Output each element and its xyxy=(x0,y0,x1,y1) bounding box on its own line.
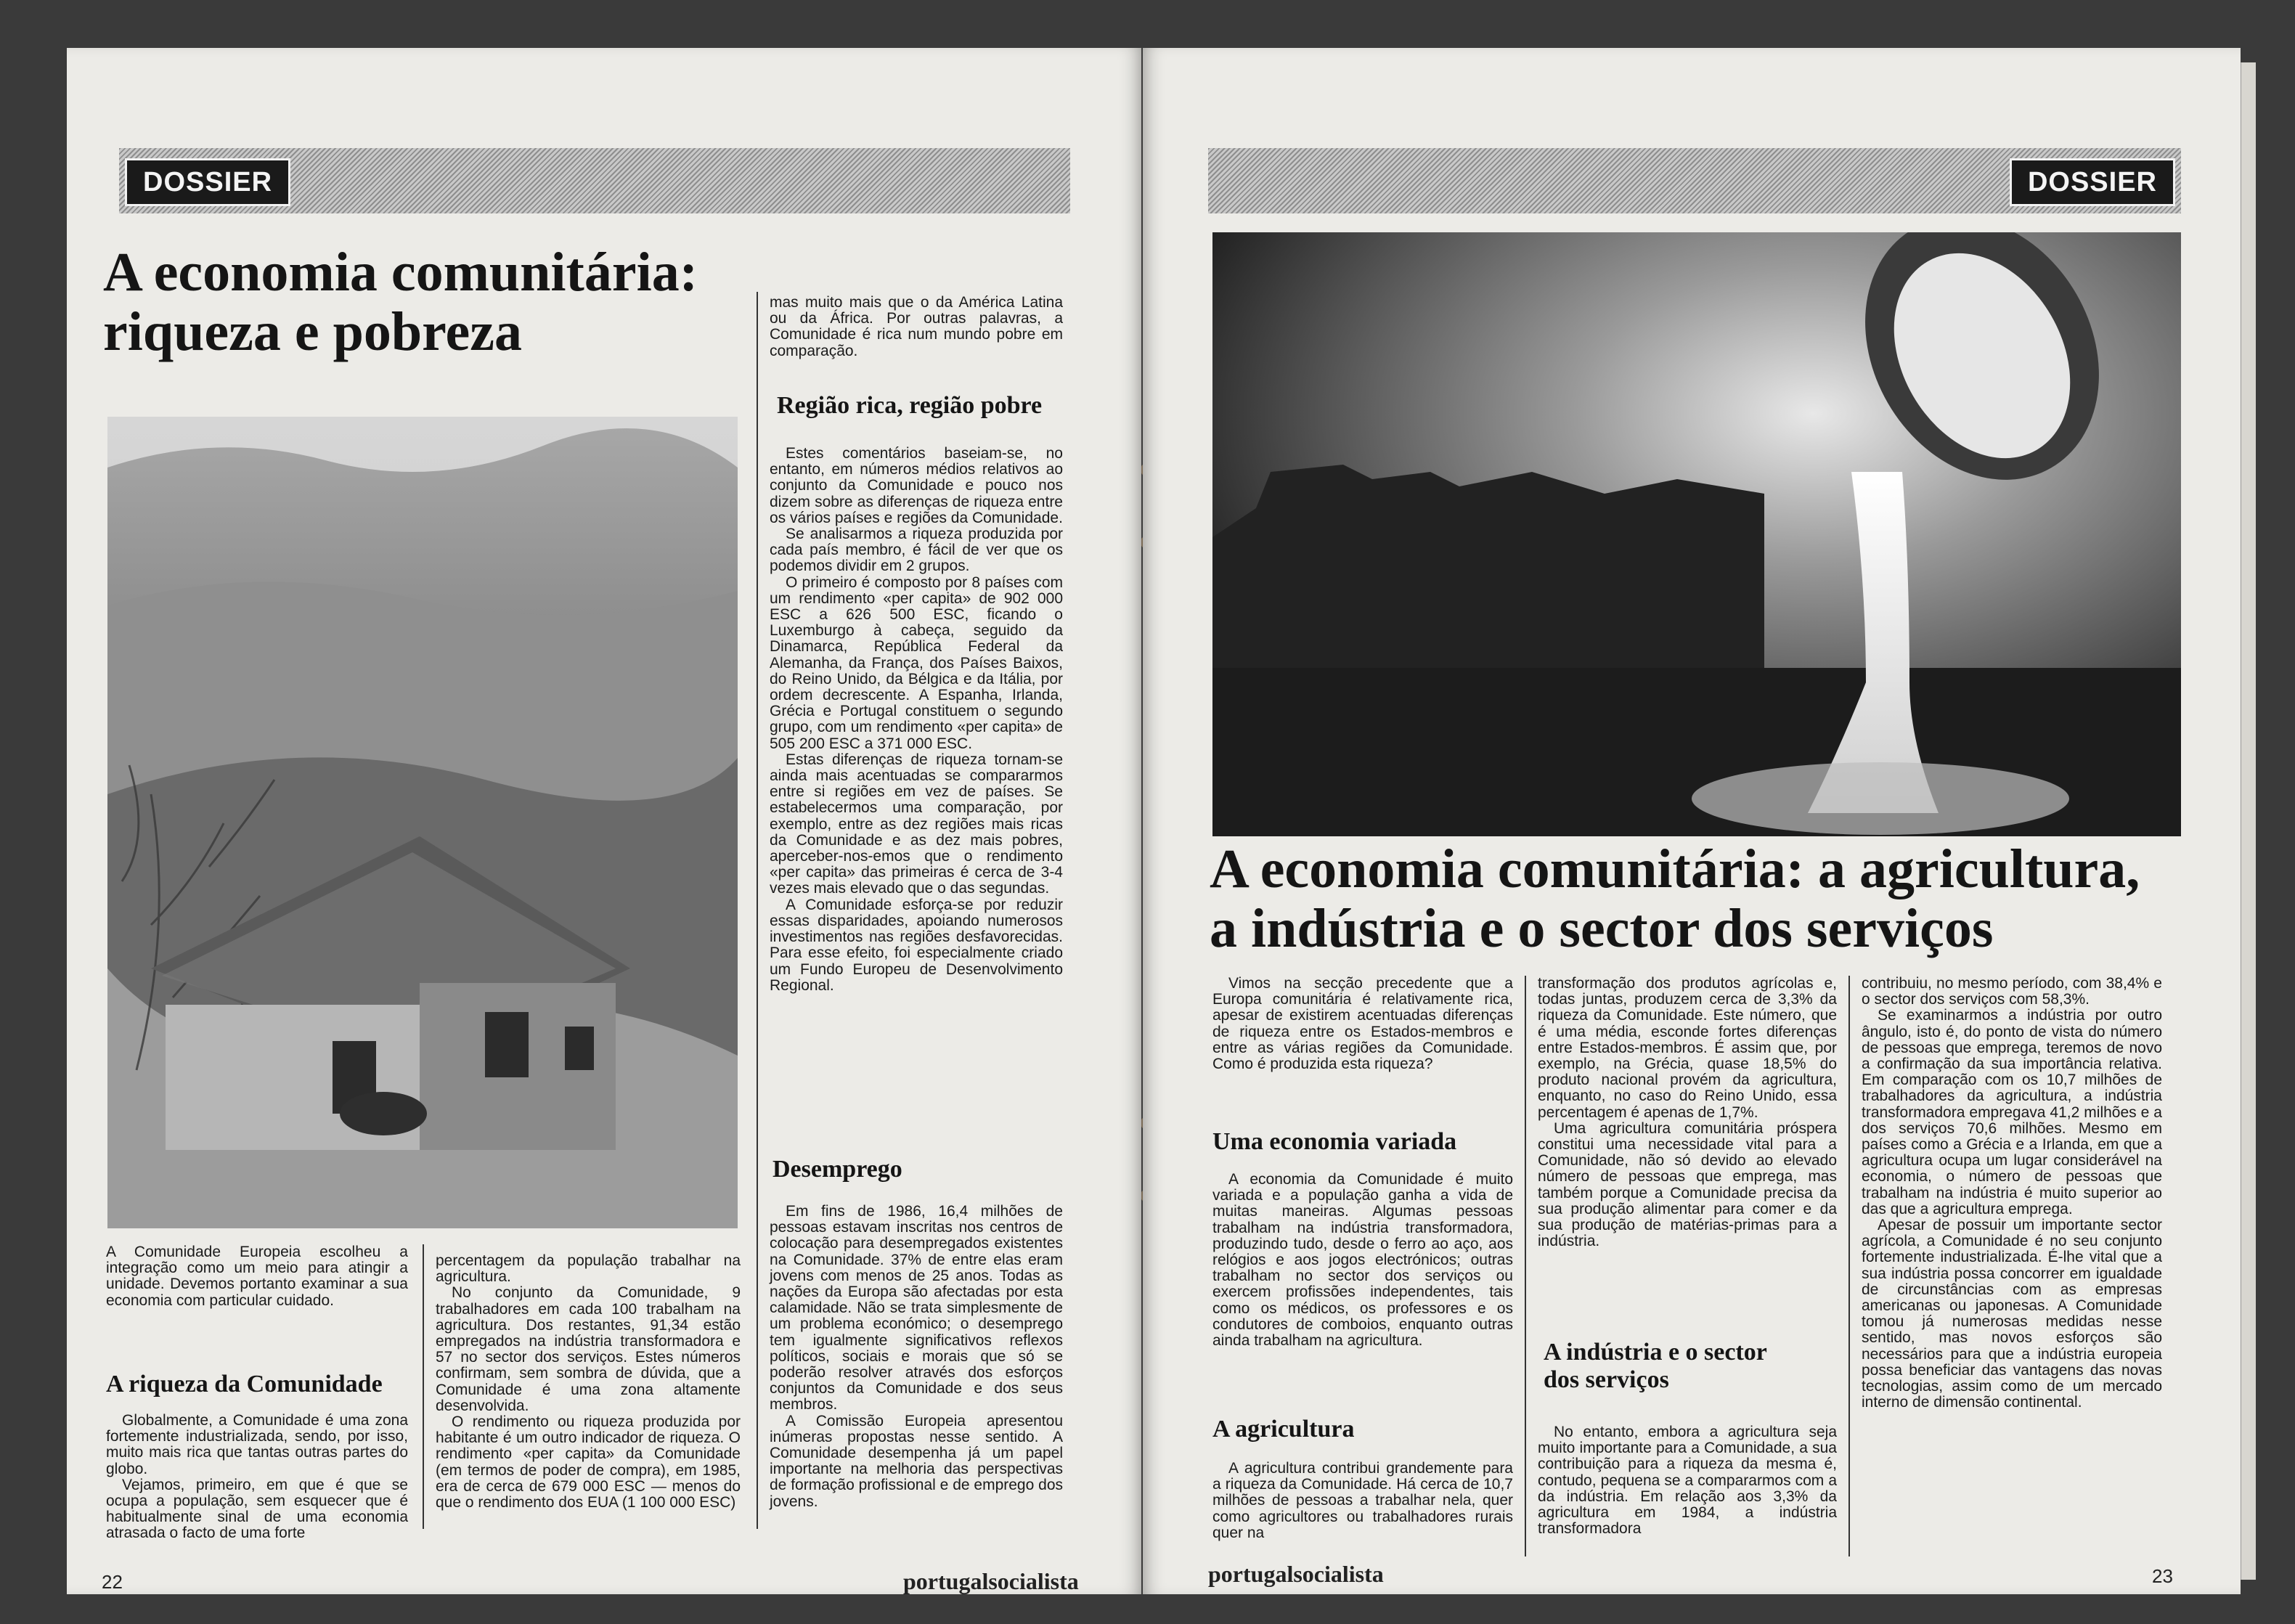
left-col-3 xyxy=(770,295,1063,359)
section-tag-right: DOSSIER xyxy=(2010,158,2175,206)
subhead-desemprego: Desemprego xyxy=(773,1156,902,1183)
title-line-1: A economia comunitária: a agricultura, xyxy=(1210,838,2140,899)
column-rule-left-1 xyxy=(757,292,758,1529)
paragraph: No conjunto da Comunidade, 9 trabalhadores em cada 100 trabalham na agricultura. Dos restantes, 91,34 estão empregados na indústria transformadora e 57 no sector dos serviços. Estes números confirmam, sem sombra de dúvida, que a Comunidade é uma zona altamente desenvolvida. xyxy=(436,1284,741,1414)
left-col-3-body xyxy=(770,446,1063,994)
left-col-2 xyxy=(436,1253,741,1511)
title-line-2: a indústria e o sector dos serviços xyxy=(1210,898,1994,959)
column-rule-right-1 xyxy=(1525,976,1526,1556)
right-col-2-industria xyxy=(1538,1424,1837,1537)
brand-right: portugalsocialista xyxy=(1208,1561,1384,1587)
page-edge xyxy=(2241,62,2256,1580)
paragraph: Vimos na secção precedente que a Europa comunitária é relativamente rica, apesar de existirem acentuadas diferenças de riqueza entre os Estados-membros e entre as várias regiões da Comunidade. Como é produzida esta riqueza? xyxy=(1212,975,1513,1073)
paragraph: Em fins de 1986, 16,4 milhões de pessoas estavam inscritas nos centros de colocação para desempregados existentes na Comunidade. 37% de entre elas eram jovens com menos de 25 anos. Todas as nações da Europa são afectadas por esta calamidade. Não se trata simplesmente de um problema económico; o desemprego tem igualmente significativos reflexos políticos, sociais e morais que só se poderão resolver através dos esforços conjuntos da Comunidade e dos seus membros. xyxy=(770,1203,1063,1413)
paragraph: mas muito mais que o da América Latina ou da África. Por outras palavras, a Comunidade é rica num mundo pobre em comparação. xyxy=(770,294,1063,359)
paragraph: Se examinarmos a indústria por outro ângulo, isto é, do ponto de vista do número de pessoas que emprega, teremos de novo a confirmação da sua importância relativa. Em comparação com os 10,7 milhões de trabalhadores da agricultura, a indústria transformadora empregava 41,2 milhões e a dos serviços 70,6 milhões. Mesmo em países como a Grécia e a Irlanda, em que a agricultura ocupa um lugar considerável na economia, o número de pessoas que trabalham na indústria é muito superior ao das que a agricultura emprega. xyxy=(1862,1007,2162,1217)
column-rule-right-2 xyxy=(1848,976,1850,1556)
page-number-left: 22 xyxy=(102,1571,123,1593)
right-col-1-variada xyxy=(1212,1172,1513,1349)
paragraph: Estes comentários baseiam-se, no entanto, em números médios relativos ao conjunto da Comunidade e pouco nos dizem sobre as diferenças de riqueza entre os vários países e regiões da Comunidade. xyxy=(770,445,1063,526)
right-col-3 xyxy=(1862,976,2162,1411)
rural-house-illustration xyxy=(107,417,738,1228)
left-col-3-desemprego xyxy=(770,1204,1063,1510)
photo-caption xyxy=(106,1244,408,1309)
paragraph: Estas diferenças de riqueza tornam-se ainda mais acentuadas se compararmos entre si regiões em vez de países. Se estabelecermos uma comparação, por exemplo, entre as dez regiões mais ricas da Comunidade e as dez mais pobres, aperceber-nos-emos que o rendimento «per capita» das primeiras é cerca de 3-4 vezes mais elevado que o das segundas. xyxy=(770,751,1063,897)
paragraph: transformação dos produtos agrícolas e, todas juntas, produzem cerca de 3,3% da riqueza da Comunidade. Este número, que é uma média, esconde fortes diferenças entre Estados-membros. É assim que, por exemplo, na Grécia, quase 18,5% do produto nacional provém da agricultura, enquanto, no caso do Reino Unido, essa percentagem é apenas de 1,7%. xyxy=(1538,975,1837,1121)
article-title-left xyxy=(103,242,698,362)
page-number-right: 23 xyxy=(2152,1565,2173,1587)
column-rule-left-2 xyxy=(423,1244,424,1529)
subhead-agricultura: A agricultura xyxy=(1212,1416,1355,1443)
paragraph: percentagem da população trabalhar na agricultura. xyxy=(436,1252,741,1286)
title-line-2: riqueza e pobreza xyxy=(103,301,522,362)
subhead-regiao: Região rica, região pobre xyxy=(777,392,1043,419)
paragraph: Vejamos, primeiro, em que é que se ocupa a população, sem esquecer que é habitualmente sinal de uma economia atrasada o facto de uma forte xyxy=(106,1476,408,1542)
photo-molten-metal xyxy=(1212,232,2181,836)
right-col-1 xyxy=(1212,976,1513,1072)
article-title-right xyxy=(1210,839,2140,958)
dossier-band-left xyxy=(119,148,1070,213)
paragraph: A Comissão Europeia apresentou inúmeras propostas nesse sentido. A Comunidade desempenha já um papel importante na melhoria das perspectivas de formação profissional e de emprego dos jovens. xyxy=(770,1412,1063,1510)
right-col-1-agricultura xyxy=(1212,1461,1513,1541)
photo-rural-house xyxy=(107,417,738,1228)
molten-metal-illustration xyxy=(1212,232,2181,836)
left-page xyxy=(67,48,1141,1594)
subhead-riqueza: A riqueza da Comunidade xyxy=(106,1371,383,1397)
dossier-band-right xyxy=(1208,148,2181,213)
caption-text: A Comunidade Europeia escolheu a integração como um meio para atingir a unidade. Devemos portanto examinar a sua economia com particular cuidado. xyxy=(106,1244,408,1309)
paragraph: A Comunidade esforça-se por reduzir essas disparidades, apoiando numerosos investimentos nas regiões desfavorecidas. Para esse efeito, foi especialmente criado um Fundo Europeu de Desenvolvimento Regional. xyxy=(770,896,1063,994)
section-tag-left: DOSSIER xyxy=(125,158,290,206)
paragraph: O primeiro é composto por 8 países com um rendimento «per capita» de 902 000 ESC a 626 500 ESC, ficando o Luxemburgo à cabeça, seguido da Dinamarca, República Federal da Alemanha, da França, dos Países Baixos, do Reino Unido, da Bélgica e da Itália, por ordem decrescente. A Espanha, Irlanda, Grécia e Portugal constituem o segundo grupo, com um rendimento «per capita» de 505 200 ESC a 371 000 ESC. xyxy=(770,574,1063,752)
subhead-line-2: dos serviços xyxy=(1544,1366,1669,1393)
paragraph: O rendimento ou riqueza produzida por habitante é um outro indicador de riqueza. O rendimento «per capita» da Comunidade (em termos de poder de compra), em 1985, era de cerca de 679 000 ESC — menos do que o rendimento dos EUA (1 100 000 ESC) xyxy=(436,1413,741,1511)
subhead-industria xyxy=(1544,1339,1767,1394)
paragraph: Globalmente, a Comunidade é uma zona fortemente industrializada, sendo, por isso, muito mais rica que tantas outras partes do globo. xyxy=(106,1412,408,1477)
paragraph: Apesar de possuir um importante sector agrícola, a Comunidade é no seu conjunto fortemente industrializada. É-lhe vital que a sua indústria possa concorrer em igualdade de circunstâncias com as empresas americanas ou japonesas. A Comunidade tomou já numerosas medidas nesse sentido, mas novos esforços são necessários para que a indústria europeia possa beneficiar das vantagens das novas tecnologias, assim como de um mercado interno de dimensão continental. xyxy=(1862,1217,2162,1411)
paragraph: contribuiu, no mesmo período, com 38,4% e o sector dos serviços com 58,3%. xyxy=(1862,975,2162,1008)
subhead-line-1: A indústria e o sector xyxy=(1544,1339,1767,1366)
paragraph: Se analisarmos a riqueza produzida por cada país membro, é fácil de ver que os podemos dividir em 2 grupos. xyxy=(770,526,1063,575)
paragraph: Uma agricultura comunitária próspera constitui uma necessidade vital para a Comunidade, não só devido ao elevado número de pessoas que emprega, mas também porque a Comunidade precisa da sua produção alimentar para comer e da sua produção de matérias-primas para a indústria. xyxy=(1538,1119,1837,1250)
left-col-1 xyxy=(106,1413,408,1542)
subhead-variada: Uma economia variada xyxy=(1212,1128,1457,1155)
right-col-2 xyxy=(1538,976,1837,1249)
paragraph: No entanto, embora a agricultura seja muito importante para a Comunidade, a sua contribuição para a riqueza da mesma é, contudo, pequena se a compararmos com a da indústria. Em relação aos 3,3% da agricultura em 1984, a indústria transformadora xyxy=(1538,1424,1837,1538)
title-line-1: A economia comunitária: xyxy=(103,242,698,303)
paragraph: A economia da Comunidade é muito variada e a população ganha a vida de muitas maneiras. Algumas pessoas trabalham na indústria transformadora, produzindo tudo, desde o ferro ao aço, aos relógios e aos jogos electrónicos; outras trabalham no sector dos serviços ou exercem profissões independentes, tais como os médicos, os professores e os condutores de comboios, enquanto outras ainda trabalham na agricultura. xyxy=(1212,1171,1513,1350)
paragraph: A agricultura contribui grandemente para a riqueza da Comunidade. Há cerca de 10,7 milhões de pessoas a trabalhar nela, quer como agricultores ou trabalhadores rurais quer na xyxy=(1212,1460,1513,1541)
brand-left: portugalsocialista xyxy=(903,1568,1079,1594)
right-page xyxy=(1143,48,2241,1594)
